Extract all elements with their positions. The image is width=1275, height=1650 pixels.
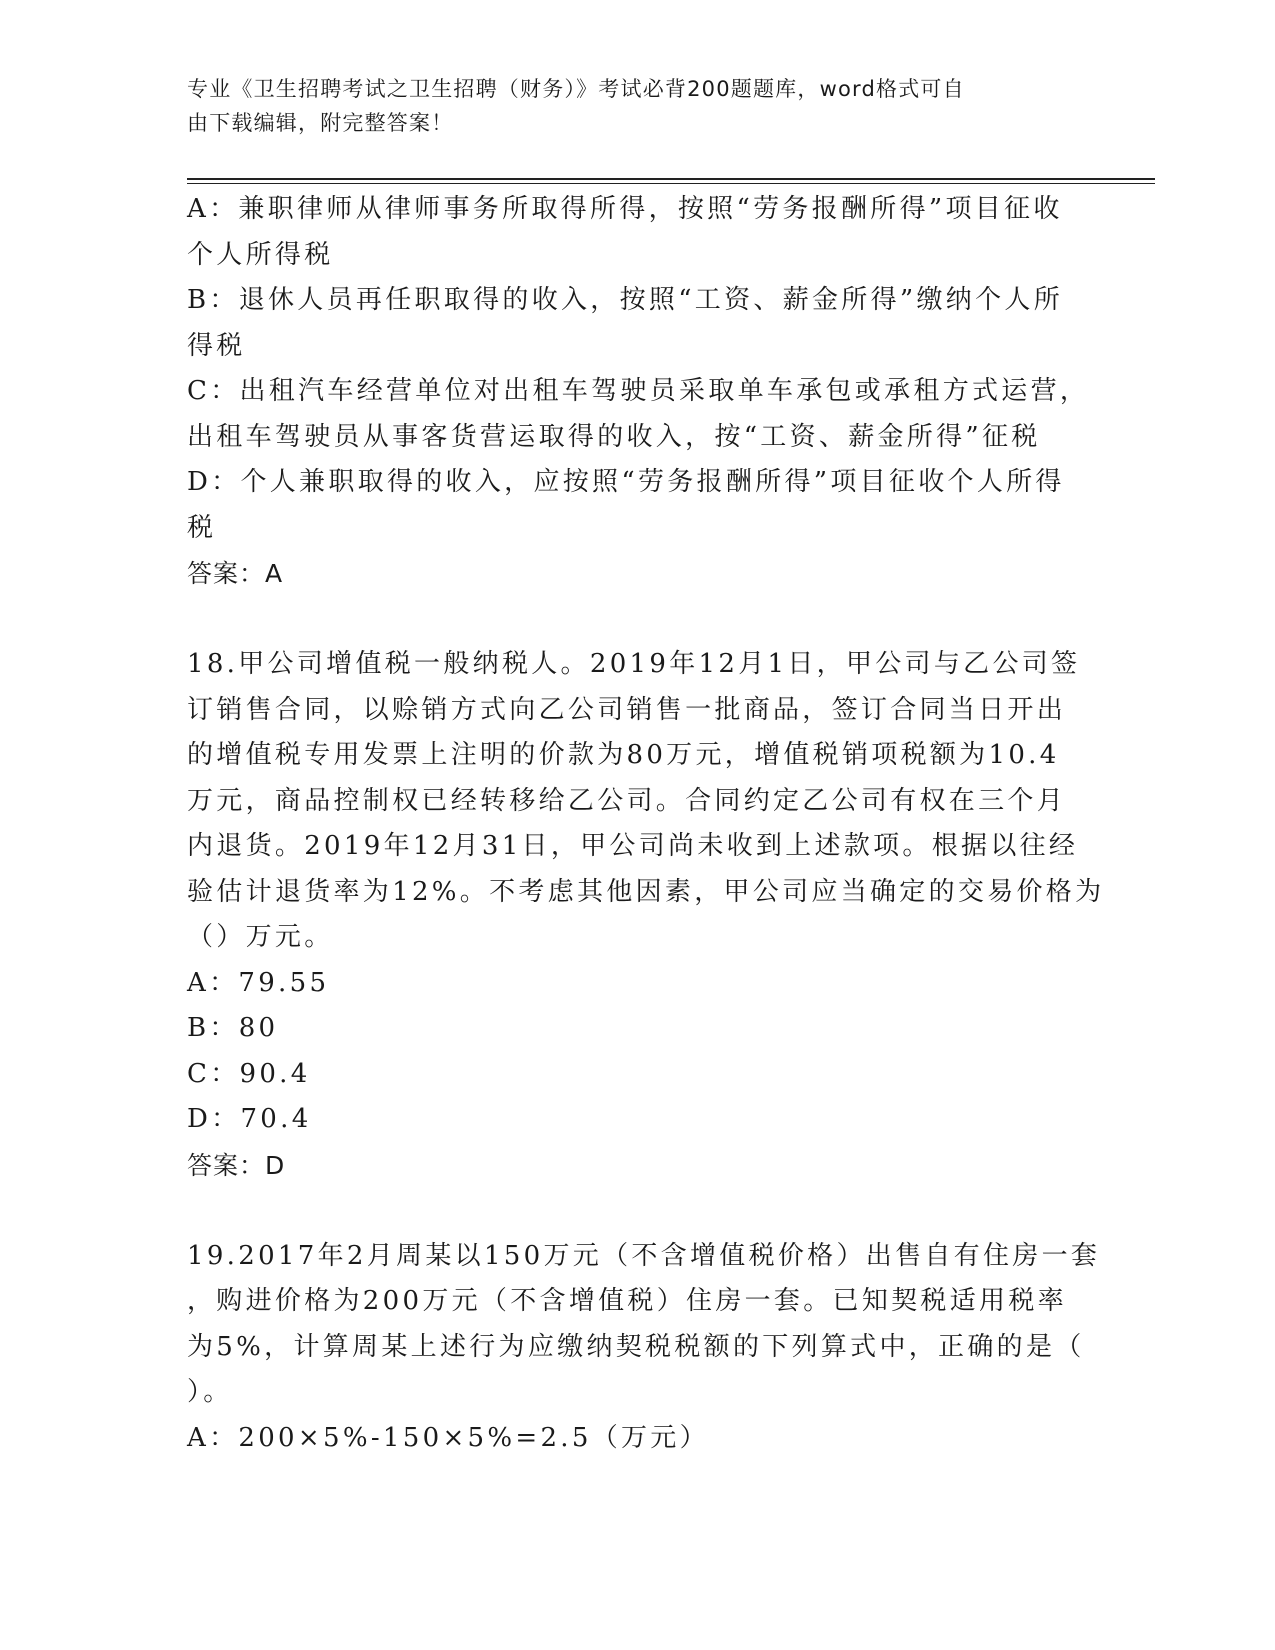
q19-stem-line: ，购进价格为200万元（不含增值税）住房一套。已知契税适用税率 (187, 1286, 1067, 1316)
question-19 (187, 1234, 1101, 1462)
page-header (187, 72, 1067, 140)
q18-option-d: D：70.4 (187, 1104, 312, 1134)
q17-option-line: D：个人兼职取得的收入，应按照“劳务报酬所得”项目征收个人所得 (187, 467, 1065, 497)
q18-stem-line: 18.甲公司增值税一般纳税人。2019年12月1日，甲公司与乙公司签 (187, 649, 1081, 679)
q17-option-line: 得税 (187, 330, 246, 361)
q18-stem-line: 万元，商品控制权已经转移给乙公司。合同约定乙公司有权在三个月 (187, 785, 1067, 816)
header-rule-thin (187, 183, 1155, 184)
q19-stem-line: 19.2017年2月周某以150万元（不含增值税价格）出售自有住房一套 (187, 1240, 1101, 1271)
q18-answer: 答案：D (187, 1150, 286, 1180)
header-rule-thick (187, 178, 1155, 180)
q17-option-line: B：退休人员再任职取得的收入，按照“工资、薪金所得”缴纳个人所 (187, 285, 1063, 315)
spacer (187, 597, 1087, 643)
q18-stem-line: 订销售合同，以赊销方式向乙公司销售一批商品，签订合同当日开出 (187, 694, 1067, 725)
q18-option-c: C：90.4 (187, 1058, 311, 1089)
q17-option-line: 税 (187, 512, 217, 543)
q17-option-line: C：出租汽车经营单位对出租车驾驶员采取单车承包或承租方式运营， (187, 376, 1090, 406)
q17-answer: 答案：A (187, 559, 284, 588)
q17-option-line: 个人所得税 (187, 239, 334, 270)
q18-stem-line: 内退货。2019年12月31日，甲公司尚未收到上述款项。根据以往经 (187, 831, 1079, 861)
q17-option-line: A：兼职律师从律师事务所取得所得，按照“劳务报酬所得”项目征收 (187, 194, 1063, 224)
q18-option-a: A：79.55 (187, 967, 330, 998)
q18-stem-line: （）万元。 (187, 922, 334, 952)
q19-option-a: A：200×5%-150×5%=2.5（万元） (187, 1422, 709, 1453)
question-18 (187, 642, 1105, 1188)
q17-option-line: 出租车驾驶员从事客货营运取得的收入，按“工资、薪金所得”征税 (187, 421, 1041, 452)
q19-stem-line: 为5%，计算周某上述行为应缴纳契税税额的下列算式中，正确的是（ (187, 1331, 1085, 1362)
q18-stem-line: 验估计退货率为12%。不考虑其他因素，甲公司应当确定的交易价格为 (187, 876, 1105, 907)
question-17-options (187, 187, 1090, 597)
document-body (187, 187, 1105, 1461)
q18-option-b: B：80 (187, 1013, 279, 1043)
spacer (187, 1188, 1087, 1234)
q18-stem-line: 的增值税专用发票上注明的价款为80万元，增值税销项税额为10.4 (187, 740, 1060, 770)
header-line-2: 由下载编辑，附完整答案！ (187, 111, 454, 135)
header-line-1: 专业《卫生招聘考试之卫生招聘（财务）》考试必背200题题库，word格式可自 (187, 77, 965, 101)
q19-stem-line: ）。 (187, 1377, 233, 1407)
